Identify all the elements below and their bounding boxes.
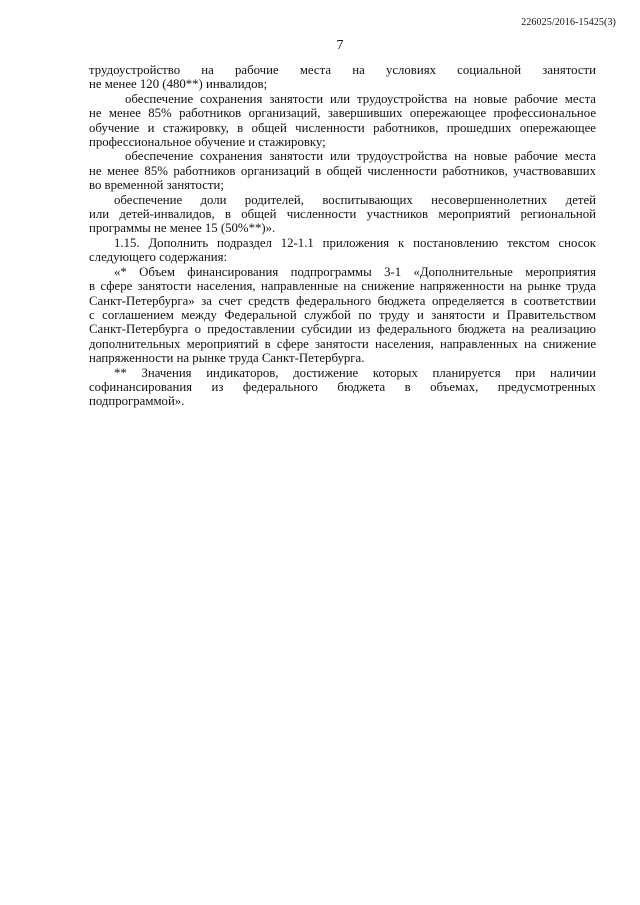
text-line: дополнительных мероприятий в сфере занятости населения, направленных на снижение: [89, 336, 596, 351]
document-body: [89, 63, 596, 409]
text-line: профессиональное обучение и стажировку;: [89, 135, 326, 150]
text-line: обучение и стажировку, в общей численности работников, прошедших опережающее: [89, 120, 596, 135]
document-registration-number: 226025/2016-15425(3): [521, 17, 616, 28]
text-line: не менее 120 (480**) инвалидов;: [89, 77, 268, 92]
text-line: следующего содержания:: [89, 250, 228, 265]
text-line: обеспечение сохранения занятости или трудоустройства на новые рабочие места: [125, 149, 596, 164]
text-line: софинансирования из федерального бюджета в объемах, предусмотренных: [89, 379, 596, 394]
text-line: ** Значения индикаторов, достижение которых планируется при наличии: [114, 365, 596, 380]
text-line: напряженности на рынке труда Санкт-Петербурга.: [89, 351, 365, 366]
text-line: обеспечение доли родителей, воспитывающих несовершеннолетних детей: [114, 192, 596, 207]
text-line: в сфере занятости населения, направленные на снижение напряженности на рынке труда: [89, 279, 596, 294]
text-line: с соглашением между Федеральной службой по труду и занятости и Правительством: [89, 307, 596, 322]
page-number: 7: [336, 38, 344, 53]
text-line: Санкт-Петербурга о предоставлении субсидии из федерального бюджета на реализацию: [89, 322, 596, 337]
text-line: Санкт-Петербурга» за счет средств федерального бюджета определяется в соответствии: [89, 293, 596, 308]
text-line: 1.15. Дополнить подраздел 12-1.1 приложения к постановлению текстом сносок: [114, 235, 596, 250]
text-line: не менее 85% работников организаций в общей численности работников, участвовавших: [89, 163, 596, 178]
text-line: программы не менее 15 (50%**)».: [89, 221, 276, 236]
text-line: «* Объем финансирования подпрограммы 3-1 «Дополнительные мероприятия: [114, 264, 596, 279]
text-line: подпрограммой».: [89, 394, 185, 409]
text-line: обеспечение сохранения занятости или трудоустройства на новые рабочие места: [125, 91, 596, 106]
text-line: во временной занятости;: [89, 178, 224, 193]
text-line: или детей-инвалидов, в общей численности участников мероприятий региональной: [89, 207, 596, 222]
text-line: не менее 85% работников организаций, завершивших опережающее профессиональное: [89, 106, 596, 121]
text-line: трудоустройство на рабочие места на условиях социальной занятости: [89, 63, 596, 77]
